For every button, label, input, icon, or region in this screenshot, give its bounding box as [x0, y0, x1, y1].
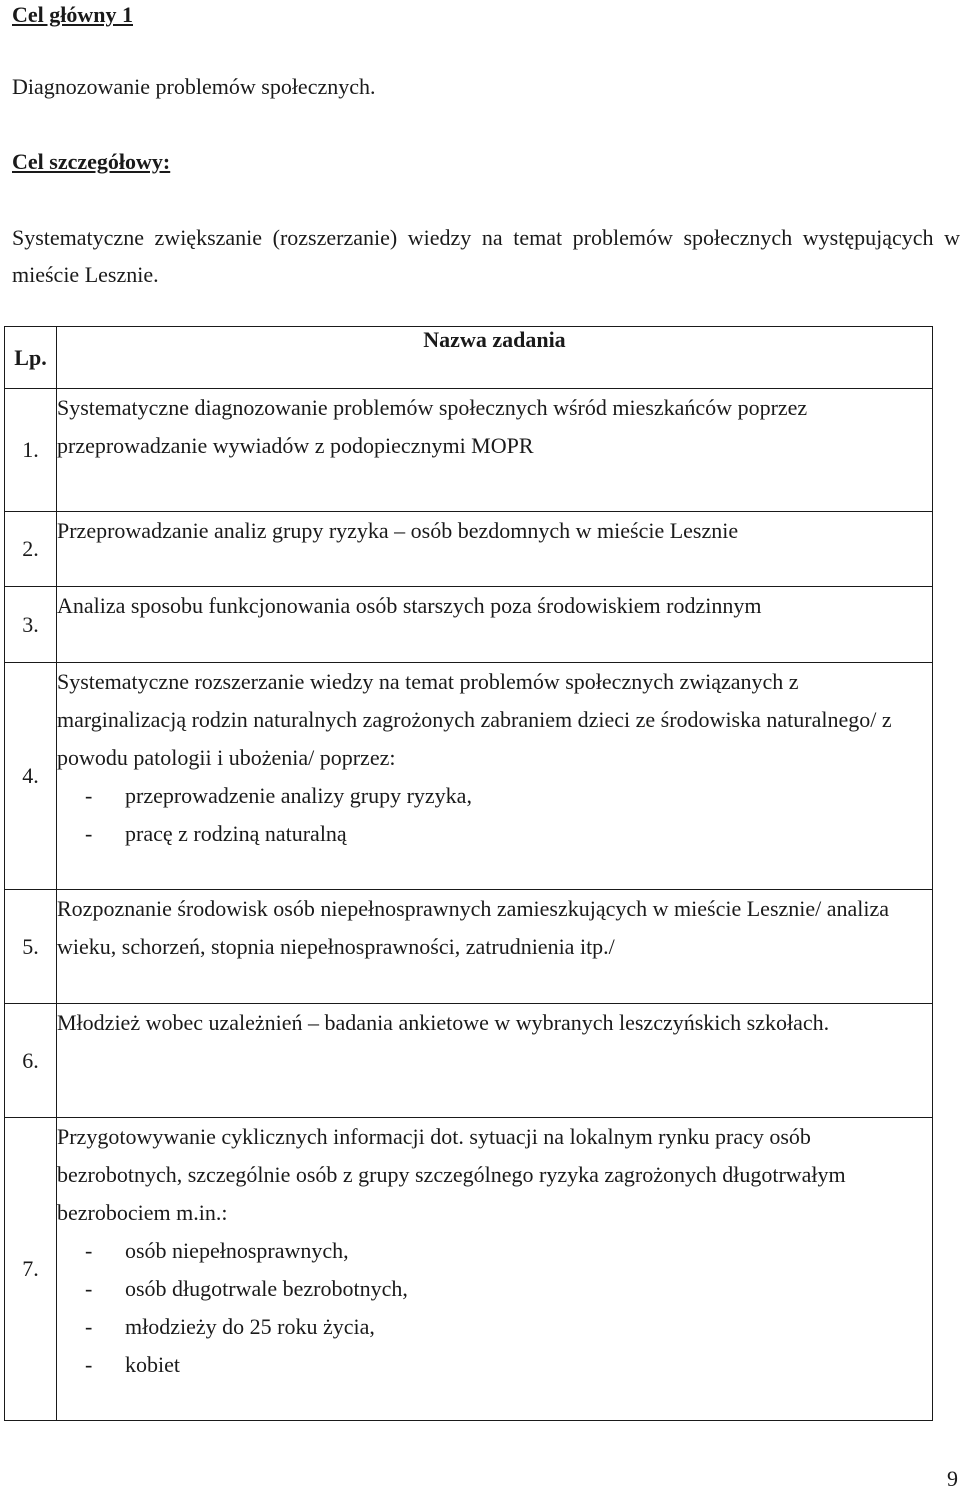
row-task-text: Przygotowywanie cyklicznych informacji dot. sytuacji na lokalnym rynku pracy osób bezrobotnych, szczególnie osób z grupy szczególnego ryzyka zagrożonych długotrwałym bezrobociem m.in.:: [57, 1124, 846, 1225]
row-task: Młodzież wobec uzależnień – badania ankietowe w wybranych leszczyńskich szkołach.: [57, 1004, 933, 1118]
row-number: 3.: [5, 587, 57, 663]
row-task: Systematyczne diagnozowanie problemów społecznych wśród mieszkańców poprzez przeprowadzanie wywiadów z podopiecznymi MOPR: [57, 389, 933, 512]
tasks-table: [4, 326, 933, 1421]
list-item: - młodzieży do 25 roku życia,: [85, 1308, 932, 1346]
bullet-list: [57, 777, 932, 853]
table-row: [5, 389, 933, 512]
list-item: - osób niepełnosprawnych,: [85, 1232, 932, 1270]
row-number: 1.: [5, 389, 57, 512]
row-task: Analiza sposobu funkcjonowania osób starszych poza środowiskiem rodzinnym: [57, 587, 933, 663]
row-number: 6.: [5, 1004, 57, 1118]
row-task: Przeprowadzanie analiz grupy ryzyka – osób bezdomnych w mieście Lesznie: [57, 512, 933, 587]
table-row: [5, 512, 933, 587]
objective-title: Cel szczegółowy:: [12, 149, 171, 174]
table-row: [5, 587, 933, 663]
row-task: [57, 1118, 933, 1421]
row-number: 7.: [5, 1118, 57, 1421]
table-row: [5, 1118, 933, 1421]
list-item: - przeprowadzenie analizy grupy ryzyka,: [85, 777, 932, 815]
row-number: 4.: [5, 663, 57, 890]
row-number: 2.: [5, 512, 57, 587]
page-number: 9: [947, 1466, 958, 1491]
table-row: [5, 1004, 933, 1118]
bullet-list: [57, 1232, 932, 1384]
objective-text: Systematyczne zwiększanie (rozszerzanie) wiedzy na temat problemów społecznych występujących w mieście Lesznie.: [12, 225, 960, 287]
list-item: - pracę z rodziną naturalną: [85, 815, 932, 853]
table-header-row: [5, 327, 933, 389]
table-row: [5, 890, 933, 1004]
list-item: - kobiet: [85, 1346, 932, 1384]
table-row: [5, 663, 933, 890]
row-task: Rozpoznanie środowisk osób niepełnosprawnych zamieszkujących w mieście Lesznie/ analiza wieku, schorzeń, stopnia niepełnosprawności, zatrudnienia itp./: [57, 890, 933, 1004]
row-task: [57, 663, 933, 890]
row-task-text: Systematyczne rozszerzanie wiedzy na temat problemów społecznych związanych z marginalizacją rodzin naturalnych zagrożonych zabraniem dzieci ze środowiska naturalnego/ z powodu patologii i ubożenia/ poprzez:: [57, 669, 892, 770]
goal-text: Diagnozowanie problemów społecznych.: [12, 74, 376, 99]
header-task-name: Nazwa zadania: [57, 327, 933, 389]
list-item: - osób długotrwale bezrobotnych,: [85, 1270, 932, 1308]
goal-title: Cel główny 1: [12, 2, 133, 27]
header-lp: Lp.: [5, 327, 57, 389]
row-number: 5.: [5, 890, 57, 1004]
